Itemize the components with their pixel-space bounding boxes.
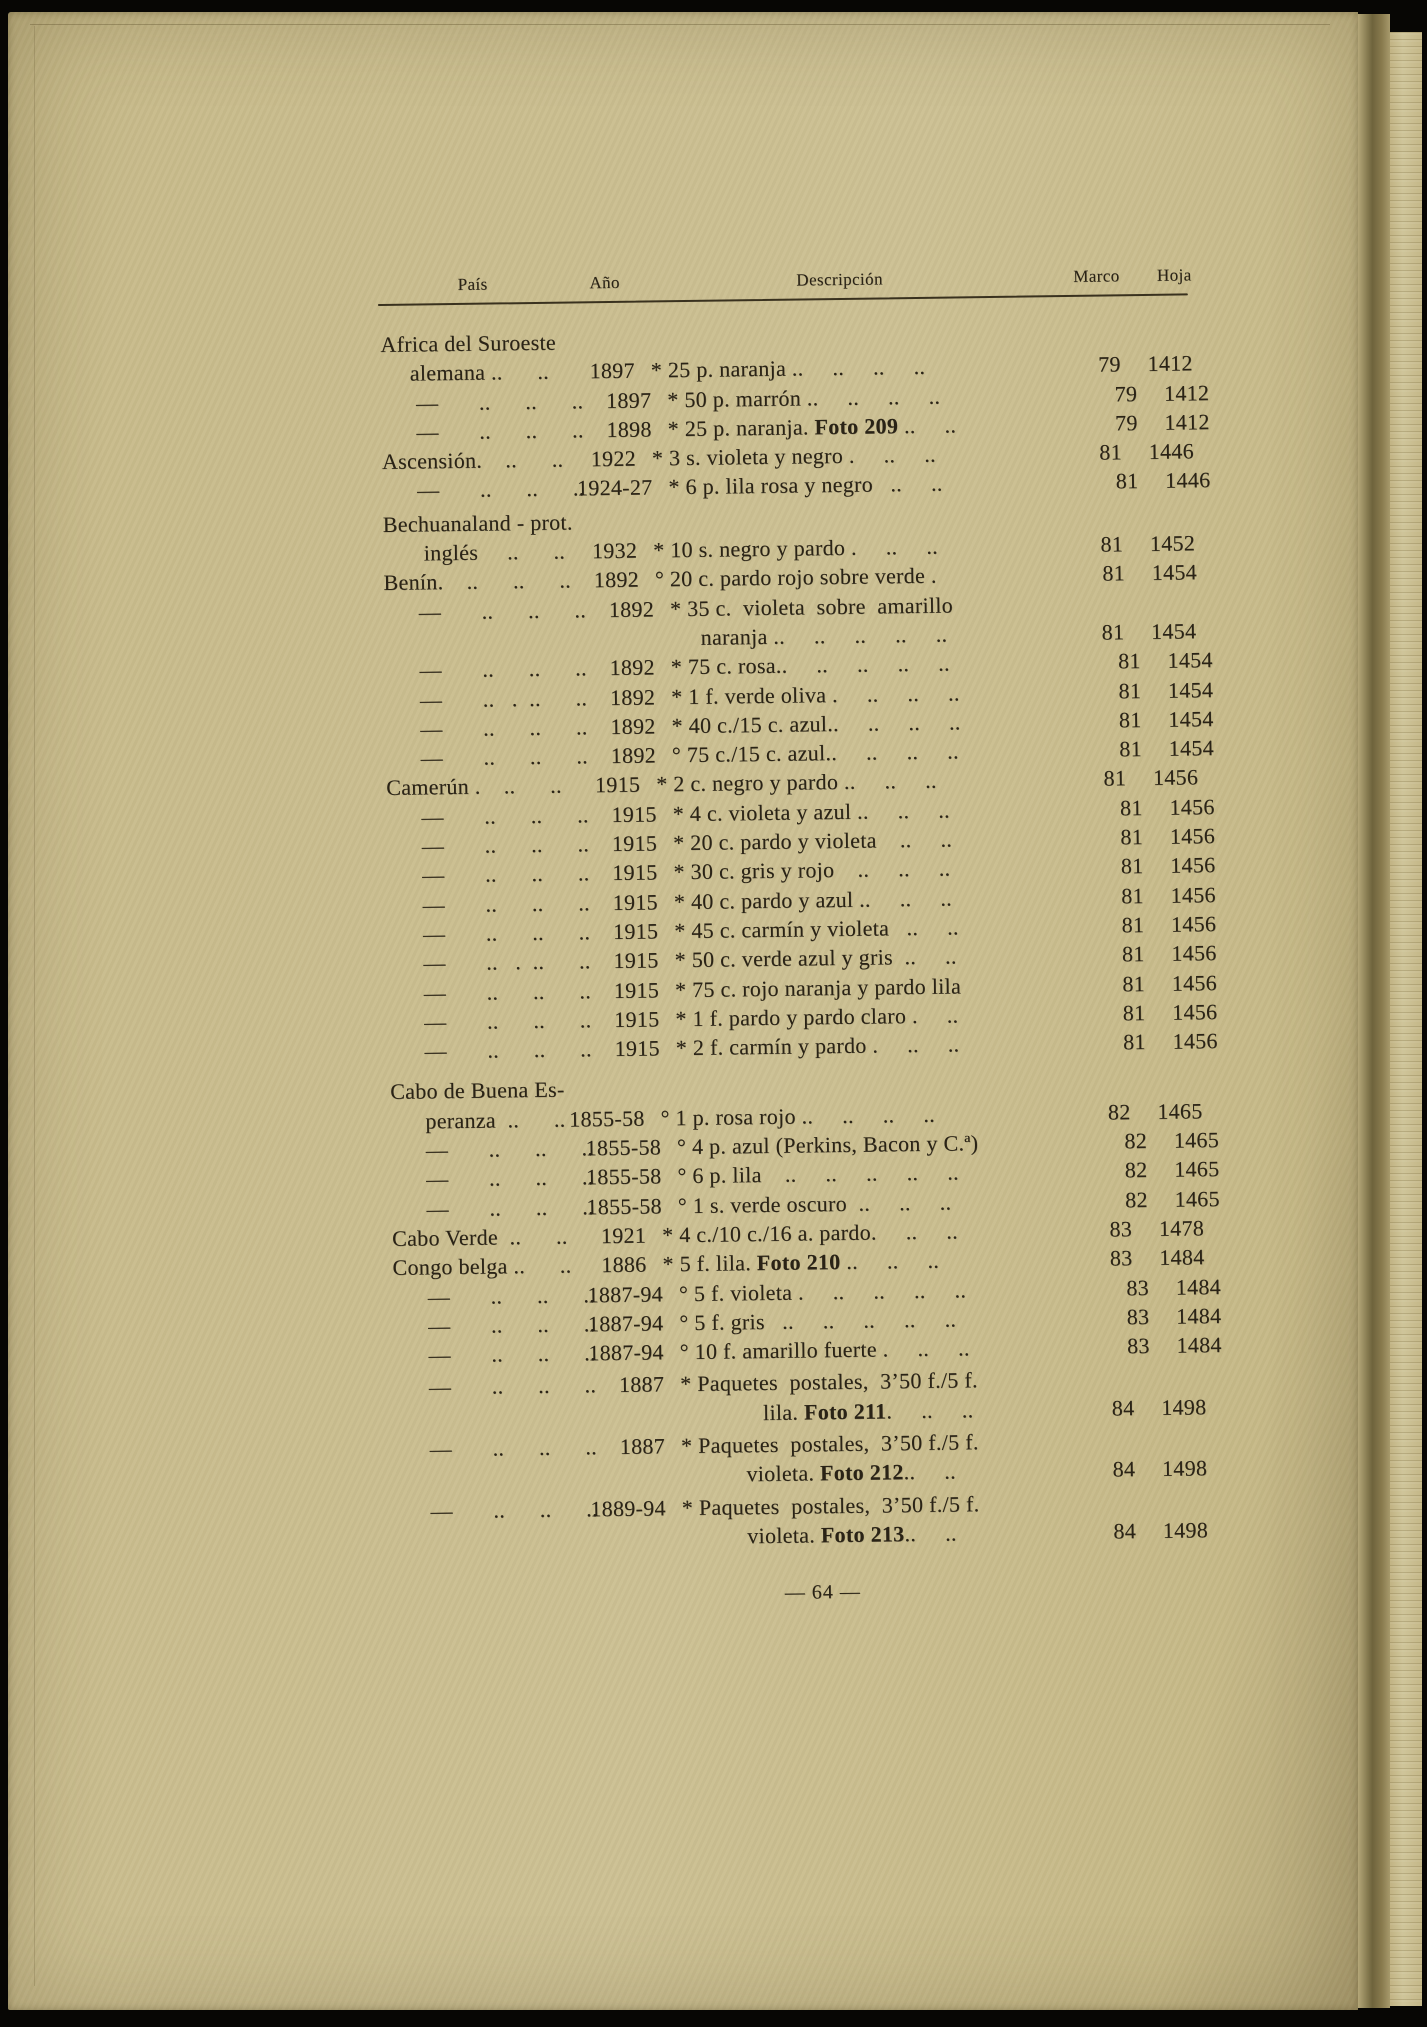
cell-descripcion: * 5 f. lila. Foto 210 .. .. .. [662, 1245, 1034, 1279]
cell-descripcion: * 75 c. rosa.. .. .. .. .. [671, 648, 1043, 682]
cell-pais: — .. .. .. [388, 917, 590, 949]
cell-descripcion: * 3 s. violeta y negro . .. .. [652, 439, 1024, 473]
cell-ano: 1915 [577, 858, 657, 888]
cell-descripcion: * Paquetes postales, 3’50 f./5 f. [682, 1488, 1054, 1522]
cell-descripcion: ° 1 p. rosa rojo .. .. .. .. [660, 1098, 1032, 1132]
catalog-table [380, 319, 1208, 1555]
cell-ano: 1915 [579, 975, 659, 1005]
cell-pais: — .. .. .. [387, 859, 589, 891]
cell-descripcion: * 10 s. negro y pardo . .. .. [653, 531, 1025, 565]
cell-descripcion: * 4 c./10 c./16 a. pardo. .. .. [662, 1215, 1034, 1249]
cell-marco: 81 [1043, 646, 1141, 677]
cell-pais: — .. .. .. [390, 1034, 592, 1066]
cell-marco: 82 [1049, 1155, 1147, 1186]
cell-marco: 81 [1047, 969, 1145, 1000]
cell-hoja [1120, 319, 1192, 349]
cell-hoja: 1498 [1135, 1454, 1207, 1484]
cell-pais: Cabo Verde .. .. [392, 1221, 578, 1253]
cell-descripcion: violeta. Foto 212.. .. [665, 1456, 1037, 1490]
cell-descripcion: * 50 p. marrón .. .. .. .. [667, 380, 1039, 414]
cell-hoja: 1465 [1148, 1184, 1220, 1214]
cell-hoja: 1484 [1149, 1301, 1221, 1331]
cell-pais [384, 625, 570, 657]
cell-descripcion: lila. Foto 211. .. .. [664, 1394, 1036, 1428]
cell-pais: alemana .. .. [381, 357, 567, 389]
cell-ano: 1932 [557, 536, 637, 566]
cell-hoja: 1465 [1147, 1154, 1219, 1184]
cell-marco: 81 [1043, 705, 1141, 736]
cell-marco: 83 [1034, 1243, 1132, 1274]
cell-marco [1032, 1068, 1130, 1099]
cell-hoja: 1454 [1124, 616, 1196, 646]
column-header-pais: País [380, 274, 566, 298]
cell-marco: 84 [1037, 1454, 1135, 1485]
cell-hoja: 1454 [1141, 645, 1213, 675]
cell-hoja: 1446 [1122, 437, 1194, 467]
cell-ano: 1892 [575, 653, 655, 683]
cell-marco: 81 [1043, 676, 1141, 707]
cell-descripcion: * 6 p. lila rosa y negro .. .. [668, 468, 1040, 502]
cell-descripcion: ° 5 f. violeta . .. .. .. .. [679, 1274, 1051, 1308]
cell-ano [554, 327, 634, 357]
cell-hoja: 1456 [1145, 997, 1217, 1027]
cell-ano: 1924-27 [572, 473, 652, 503]
cell-ano: 1922 [556, 444, 636, 474]
cell-pais: — .. .. .. [396, 1494, 598, 1526]
cell-marco: 83 [1051, 1273, 1149, 1304]
cell-marco: 81 [1048, 1027, 1146, 1058]
cell-hoja [1126, 499, 1198, 529]
cell-marco: 79 [1023, 350, 1121, 381]
cell-descripcion: naranja .. .. .. .. .. [654, 619, 1026, 653]
cell-marco: 82 [1050, 1185, 1148, 1216]
cell-hoja: 1456 [1144, 909, 1216, 939]
cell-hoja: 1465 [1130, 1096, 1202, 1126]
cell-descripcion: * 45 c. carmín y violeta .. .. [674, 911, 1046, 945]
cell-pais: — .. .. .. [386, 741, 588, 773]
cell-marco: 81 [1024, 437, 1122, 468]
cell-hoja: 1456 [1145, 968, 1217, 998]
cell-marco: 82 [1049, 1126, 1147, 1157]
cell-hoja: 1478 [1132, 1213, 1204, 1243]
cell-descripcion: * 40 c. pardo y azul .. .. .. [674, 882, 1046, 916]
cell-descripcion: * 1 f. pardo y pardo claro . .. [675, 999, 1047, 1033]
cell-ano: 1921 [566, 1221, 646, 1251]
cell-pais: — .. .. .. [381, 415, 583, 447]
cell-pais: — .. .. .. [394, 1371, 596, 1403]
cell-hoja: 1484 [1132, 1242, 1204, 1272]
cell-pais: — .. .. .. [384, 595, 586, 627]
cell-ano: 1887-94 [584, 1337, 664, 1367]
cell-hoja: 1456 [1144, 938, 1216, 968]
cell-hoja: 1454 [1141, 704, 1213, 734]
cell-marco [1053, 1425, 1151, 1456]
foto-reference: Foto 213 [821, 1521, 905, 1547]
cell-marco: 81 [1027, 559, 1125, 590]
foto-reference: Foto 211 [804, 1398, 887, 1424]
cell-descripcion: ° 4 p. azul (Perkins, Bacon y C.ª) [677, 1127, 1049, 1161]
cell-pais: — .. .. .. [382, 474, 584, 506]
cell-hoja [1130, 1067, 1202, 1097]
cell-marco: 81 [1046, 910, 1144, 941]
cell-ano: 1889-94 [586, 1493, 666, 1523]
cell-descripcion: * 25 p. naranja. Foto 209 .. .. [667, 409, 1039, 443]
cell-ano: 1886 [566, 1250, 646, 1280]
cell-hoja: 1484 [1150, 1330, 1222, 1360]
cell-marco: 82 [1032, 1097, 1130, 1128]
cell-pais: — .. .. .. [392, 1192, 594, 1224]
cell-descripcion: ° 6 p. lila .. .. .. .. .. [677, 1157, 1049, 1191]
cell-hoja: 1452 [1123, 528, 1195, 558]
cell-hoja: 1454 [1141, 675, 1213, 705]
cell-ano: 1892 [575, 682, 655, 712]
cell-pais: — .. .. .. [385, 712, 587, 744]
cell-pais: — .. .. .. [389, 976, 591, 1008]
cell-ano: 1887-94 [583, 1279, 663, 1309]
cell-hoja: 1484 [1149, 1272, 1221, 1302]
cell-ano: 1898 [572, 414, 652, 444]
cell-pais: — .. .. .. [393, 1338, 595, 1370]
cell-descripcion: * Paquetes postales, 3’50 f./5 f. [680, 1365, 1052, 1399]
column-header-ano: Año [566, 273, 644, 296]
cell-marco: 81 [1046, 881, 1144, 912]
cell-pais: Cabo de Buena Es- [390, 1075, 576, 1107]
cell-descripcion: * 20 c. pardo y violeta .. .. [673, 823, 1045, 857]
cell-descripcion: * 35 c. violeta sobre amarillo [670, 589, 1042, 623]
cell-ano: 1855-58 [582, 1191, 662, 1221]
cell-ano: 1892 [575, 711, 655, 741]
cell-descripcion: * 2 f. carmín y pardo . .. .. [676, 1028, 1048, 1062]
cell-pais: — .. .. .. [395, 1432, 597, 1464]
cell-hoja: 1456 [1126, 763, 1198, 793]
cell-hoja: 1412 [1137, 407, 1209, 437]
cell-pais: — .. .. .. [391, 1133, 593, 1165]
cell-marco: 84 [1036, 1393, 1134, 1424]
cell-pais [394, 1400, 580, 1432]
cell-pais: inglés .. .. [383, 537, 569, 569]
cell-ano [569, 1461, 649, 1491]
cell-hoja: 1412 [1121, 349, 1193, 379]
cell-descripcion: * 1 f. verde oliva . .. .. .. [671, 677, 1043, 711]
cell-marco: 81 [1044, 734, 1142, 765]
cell-pais: — .. . .. .. [388, 947, 590, 979]
cell-pais: — .. .. .. [385, 654, 587, 686]
cell-marco: 84 [1038, 1516, 1136, 1547]
cell-pais: Bechuanaland - prot. [383, 507, 573, 539]
cell-pais: — .. .. .. [391, 1163, 593, 1195]
cell-hoja [1152, 1486, 1224, 1516]
column-header-marco: Marco [1021, 266, 1119, 289]
cell-hoja: 1446 [1138, 466, 1210, 496]
cell-marco: 81 [1026, 617, 1124, 648]
cell-ano: 1915 [580, 1034, 660, 1064]
cell-ano [570, 1522, 650, 1552]
cell-marco [1028, 500, 1126, 531]
cell-pais: — .. .. .. [393, 1280, 595, 1312]
cell-descripcion: * 25 p. naranja .. .. .. .. [651, 351, 1023, 385]
foto-reference: Foto 209 [814, 413, 898, 439]
cell-hoja: 1456 [1144, 880, 1216, 910]
cell-descripcion: * 50 c. verde azul y gris .. .. [674, 941, 1046, 975]
cell-ano: 1915 [577, 828, 657, 858]
cell-marco: 81 [1045, 822, 1143, 853]
cell-descripcion: ° 75 c./15 c. azul.. .. .. .. [672, 736, 1044, 770]
cell-hoja: 1498 [1134, 1392, 1206, 1422]
cell-hoja: 1456 [1143, 850, 1215, 880]
cell-ano: 1887-94 [583, 1308, 663, 1338]
cell-marco [1042, 588, 1140, 619]
page-number: — 64 — [437, 1573, 1209, 1612]
cell-pais [396, 1523, 582, 1555]
cell-descripcion: * 2 c. negro y pardo .. .. .. [656, 765, 1028, 799]
cell-descripcion: violeta. Foto 213.. .. [666, 1517, 1038, 1551]
foto-reference: Foto 210 [757, 1249, 841, 1275]
cell-pais: peranza .. .. [390, 1104, 576, 1136]
cell-marco [1054, 1487, 1152, 1518]
cell-marco [1052, 1363, 1150, 1394]
cell-ano: 1887 [584, 1370, 664, 1400]
cell-ano [568, 1399, 648, 1429]
cell-ano: 1915 [578, 916, 658, 946]
foto-reference: Foto 212 [820, 1460, 904, 1486]
cell-descripcion: ° 20 c. pardo rojo sobre verde . [655, 560, 1027, 594]
cell-ano: 1892 [574, 594, 654, 624]
cell-ano: 1892 [576, 741, 656, 771]
cell-marco: 81 [1045, 851, 1143, 882]
cell-descripcion: * 30 c. gris y rojo .. .. .. [673, 853, 1045, 887]
cell-pais: — .. .. .. [387, 829, 589, 861]
cell-ano [564, 1074, 644, 1104]
cell-hoja [1140, 587, 1212, 617]
cell-descripcion: * 40 c./15 c. azul.. .. .. .. [671, 706, 1043, 740]
cell-hoja: 1498 [1136, 1515, 1208, 1545]
cell-pais: — .. .. .. [393, 1309, 595, 1341]
cell-pais: Congo belga .. .. [392, 1251, 578, 1283]
cell-ano [560, 506, 640, 536]
cell-hoja [1151, 1424, 1223, 1454]
cell-descripcion: ° 10 f. amarillo fuerte . .. .. [680, 1332, 1052, 1366]
cell-descripcion: * Paquetes postales, 3’50 f./5 f. [681, 1426, 1053, 1460]
cell-marco: 83 [1051, 1302, 1149, 1333]
cell-ano: 1897 [571, 385, 651, 415]
cell-hoja: 1412 [1137, 378, 1209, 408]
cell-hoja [1150, 1362, 1222, 1392]
cell-ano: 1915 [579, 1004, 659, 1034]
cell-marco [1022, 320, 1120, 351]
cell-marco: 79 [1039, 408, 1137, 439]
cell-pais: Africa del Suroeste [380, 328, 566, 360]
cell-descripcion: * 75 c. rojo naranja y pardo lila [675, 970, 1047, 1004]
cell-marco: 81 [1040, 467, 1138, 498]
cell-pais: — .. .. .. [388, 888, 590, 920]
cell-ano: 1897 [555, 356, 635, 386]
cell-ano: 1855-58 [581, 1162, 661, 1192]
cell-pais: Ascensión. .. .. [382, 445, 568, 477]
cell-ano: 1887 [585, 1431, 665, 1461]
cell-ano: 1855-58 [564, 1103, 644, 1133]
cell-ano [558, 624, 638, 654]
cell-hoja: 1465 [1147, 1125, 1219, 1155]
cell-marco: 81 [1028, 764, 1126, 795]
cell-marco: 81 [1025, 529, 1123, 560]
cell-hoja: 1454 [1125, 558, 1197, 588]
column-header-descripcion: Descripción [738, 269, 942, 294]
cell-marco: 79 [1039, 379, 1137, 410]
cell-pais: Camerún . .. .. [386, 771, 572, 803]
cell-ano: 1892 [559, 565, 639, 595]
column-header-hoja: Hoja [1121, 265, 1191, 288]
cell-hoja: 1454 [1142, 733, 1214, 763]
cell-ano: 1855-58 [581, 1132, 661, 1162]
cell-marco: 83 [1052, 1331, 1150, 1362]
cell-marco: 83 [1034, 1214, 1132, 1245]
cell-descripcion: ° 5 f. gris .. .. .. .. .. [679, 1303, 1051, 1337]
cell-marco: 81 [1047, 998, 1145, 1029]
cell-pais: — .. .. .. [386, 800, 588, 832]
cell-descripcion: ° 1 s. verde oscuro .. .. .. [678, 1186, 1050, 1220]
cell-ano: 1915 [560, 770, 640, 800]
cell-ano: 1915 [578, 887, 658, 917]
cell-ano: 1915 [577, 799, 657, 829]
cell-hoja: 1456 [1142, 792, 1214, 822]
cell-ano: 1915 [578, 946, 658, 976]
cell-pais [395, 1462, 581, 1494]
cell-hoja: 1456 [1146, 1026, 1218, 1056]
cell-marco: 81 [1045, 793, 1143, 824]
cell-pais: — .. .. .. [381, 386, 583, 418]
cell-pais: — .. .. .. [389, 1005, 591, 1037]
cell-marco: 81 [1046, 939, 1144, 970]
cell-hoja: 1456 [1143, 821, 1215, 851]
cell-descripcion: * 4 c. violeta y azul .. .. .. [673, 794, 1045, 828]
cell-pais: — .. . .. .. [385, 683, 587, 715]
cell-pais: Benín. .. .. .. [383, 566, 571, 598]
